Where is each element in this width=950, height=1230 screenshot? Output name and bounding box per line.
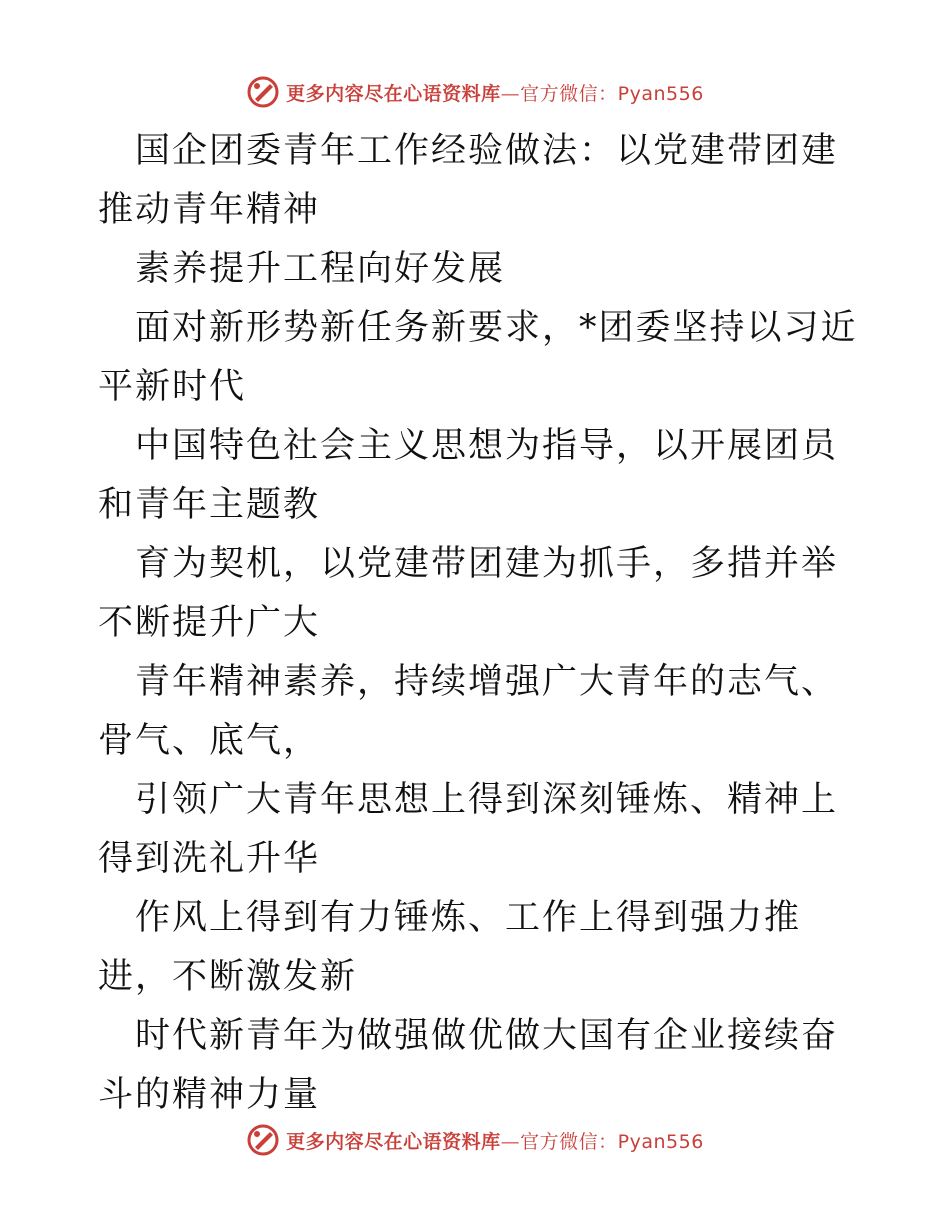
watermark-footer: [0, 1120, 950, 1160]
paragraph: 素养提升工程向好发展: [98, 249, 506, 289]
paragraph: 青年精神素养，持续增强广大青年的志气、骨气、底气，: [98, 662, 839, 761]
paragraph: 作风上得到有力锤炼、工作上得到强力推进，不断激发新: [98, 898, 802, 997]
watermark-header: [0, 72, 950, 112]
watermark-text: 更多内容尽在心语资料库—官方微信：Pyan556: [286, 82, 704, 105]
pen-logo-icon: [246, 75, 280, 109]
document-body: [98, 122, 858, 1125]
paragraph: 国企团委青年工作经验做法：以党建带团建推动青年精神: [98, 131, 839, 230]
pen-logo-icon: [246, 1123, 280, 1157]
paragraph: 面对新形势新任务新要求，*团委坚持以习近平新时代: [98, 308, 858, 407]
paragraph: 育为契机，以党建带团建为抓手，多措并举不断提升广大: [98, 544, 839, 643]
watermark-text: 更多内容尽在心语资料库—官方微信：Pyan556: [286, 1130, 704, 1153]
paragraph: 中国特色社会主义思想为指导，以开展团员和青年主题教: [98, 426, 839, 525]
paragraph: 时代新青年为做强做优做大国有企业接续奋斗的精神力量: [98, 1016, 839, 1115]
paragraph: 引领广大青年思想上得到深刻锤炼、精神上得到洗礼升华: [98, 780, 839, 879]
